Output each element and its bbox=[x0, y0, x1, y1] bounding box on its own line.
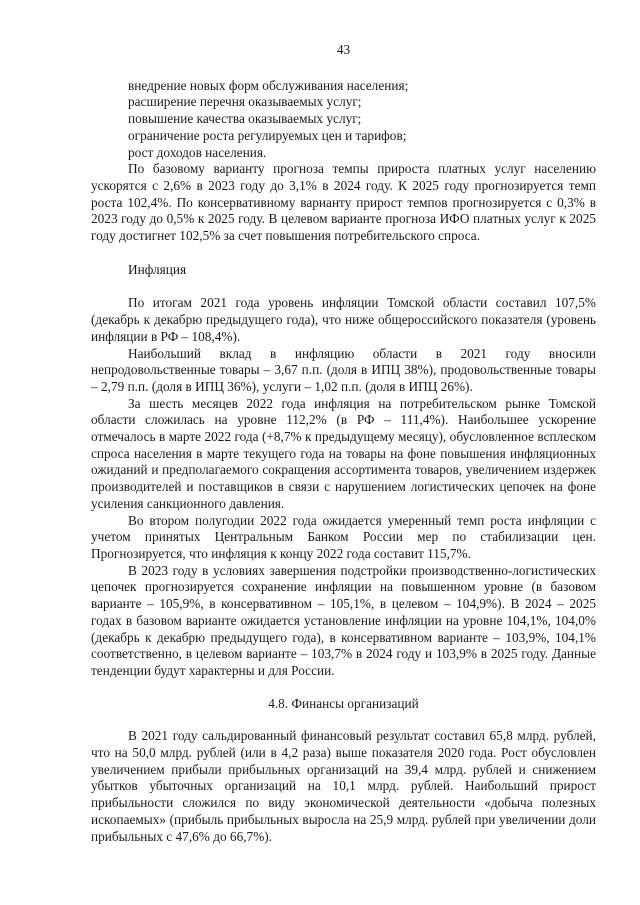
list-item: ограничение роста регулируемых цен и тарифов; bbox=[128, 127, 407, 143]
services-forecast-paragraph: По базовому варианту прогноза темпы прироста платных услуг населению ускорятся с 2,6% в 2023 году до 3,1% в 2024 году. К 2025 году прогнозируется темп роста 102,4%. По консервативному варианту прирост темпов прогнозируется с 0,3% в 2023 году до 0,5% к 2025 году. В целевом варианте прогноза ИФО платных услуг к 2025 году достигнет 102,5% за счет повышения потребительского спроса. bbox=[91, 161, 596, 244]
inflation-paragraph: За шесть месяцев 2022 года инфляция на потребительском рынке Томской области сложилась на уровне 112,2% (в РФ – 111,4%). Наибольшее ускорение отмечалось в марте 2022 года (+8,7% к предыдущему месяцу), обусловленное всплеском спроса населения в марте текущего года на товары на фоне повышения инфляционных ожиданий и предполагаемого сокращения ассортимента товаров, увеличением издержек производителей и поставщиков в связи с нарушением логистических цепочек на фоне усиления санкционного давления. bbox=[91, 395, 596, 511]
page-number: 43 bbox=[336, 42, 351, 57]
inflation-paragraph: Во втором полугодии 2022 года ожидается умеренный темп роста инфляции с учетом принятых Центральным Банком России мер по стабилизации цен. Прогнозируется, что инфляция к концу 2022 года составит 115,7%. bbox=[91, 512, 596, 561]
inflation-paragraph: Наибольший вклад в инфляцию области в 2021 году вносили непродовольственные товары – 3,67 п.п. (доля в ИПЦ 38%), продовольственные товары – 2,79 п.п. (доля в ИПЦ 36%), услуги – 1,02 п.п. (доля в ИПЦ 26%). bbox=[91, 345, 596, 394]
finance-paragraph: В 2021 году сальдированный финансовый результат составил 65,8 млрд. рублей, что на 50,0 млрд. рублей (или в 4,2 раза) выше показателя 2020 года. Рост обусловлен увеличением прибыли прибыльных организаций на 39,4 млрд. рублей и снижением убытков убыточных организаций на 10,1 млрд. рублей. Наибольший прирост прибыльности сложился по виду экономической деятельности «добыча полезных ископаемых» (прибыль прибыльных выросла на 25,9 млрд. рублей при увеличении доли прибыльных с 47,6% до 66,7%). bbox=[91, 728, 596, 844]
inflation-heading: Инфляция bbox=[128, 261, 187, 277]
measures-list bbox=[91, 78, 596, 162]
section-title: 4.8. Финансы организаций bbox=[268, 695, 419, 711]
inflation-paragraph: По итогам 2021 года уровень инфляции Томской области составил 107,5% (декабрь к декабрю предыдущего года), что ниже общероссийского показателя (уровень инфляции в РФ – 108,4%). bbox=[91, 295, 596, 344]
list-item: рост доходов населения. bbox=[128, 144, 267, 160]
list-item: расширение перечня оказываемых услуг; bbox=[128, 94, 362, 110]
list-item: внедрение новых форм обслуживания населения; bbox=[128, 77, 409, 93]
inflation-paragraph: В 2023 году в условиях завершения подстройки производственно-логистических цепочек прогнозируется сохранение инфляции на повышенном уровне (в базовом варианте – 105,9%, в консервативном – 105,1%, в целевом – 104,9%). В 2024 – 2025 годах в базовом варианте ожидается установление инфляции на уровне 104,1%, 104,0% (декабрь к декабрю предыдущего года), в консервативном варианте – 103,9%, 104,1% соответственно, в целевом варианте – 103,7% в 2024 году и 103,9% в 2025 году. Данные тенденции будут характерны и для России. bbox=[91, 562, 596, 678]
list-item: повышение качества оказываемых услуг; bbox=[128, 111, 362, 127]
